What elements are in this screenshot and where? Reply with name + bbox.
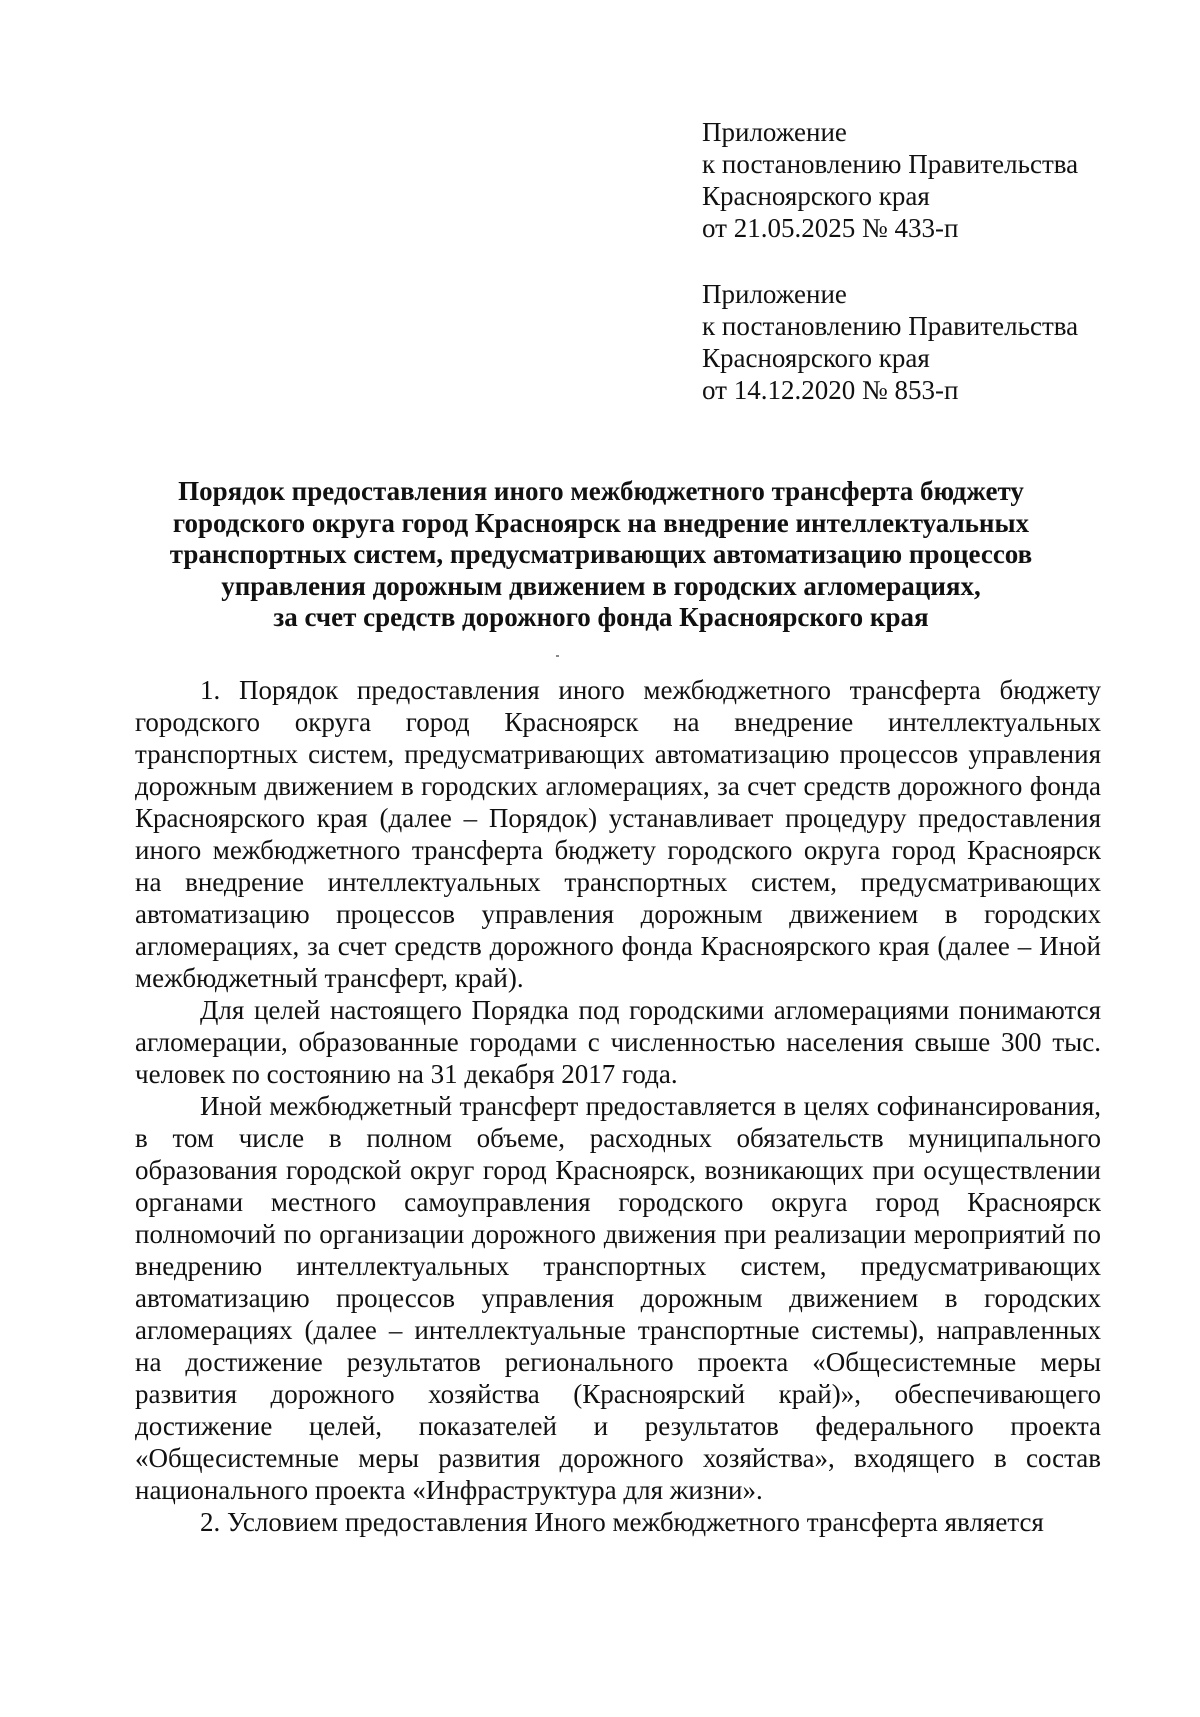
- approval-reference: к постановлению Правительства: [702, 149, 1079, 179]
- approval-reference: к постановлению Правительства: [702, 311, 1079, 341]
- approval-region: Красноярского края: [702, 181, 930, 211]
- title-line: Порядок предоставления иного межбюджетного трансферта бюджету: [178, 476, 1024, 506]
- title-line: транспортных систем, предусматривающих автоматизацию процессов: [169, 539, 1033, 569]
- paragraph-definition: Для целей настоящего Порядка под городскими агломерациями понимаются агломерации, образованные городами с численностью населения свыше 300 тыс. человек по состоянию на 31 декабря 2017 года.: [135, 995, 1101, 1089]
- paragraph-clause-2: 2. Условием предоставления Иного межбюджетного трансферта является: [200, 1507, 1044, 1537]
- approval-heading: Приложение: [702, 279, 847, 309]
- approval-date-number: от 21.05.2025 № 433-п: [702, 213, 959, 243]
- scan-speck: [556, 655, 559, 657]
- approval-stamp-current: [702, 116, 1078, 244]
- paragraph-purpose: Иной межбюджетный трансферт предоставляется в целях софинансирования, в том числе в полном объеме, расходных обязательств муниципального образования городской округ город Красноярск, возникающих при осуществлении органами местного самоуправления городского округа город Красноярск полномочий по организации дорожного движения при реализации мероприятий по внедрению интеллектуальных транспортных систем, предусматривающих автоматизацию процессов управления дорожным движением в городских агломерациях (далее – интеллектуальные транспортные системы), направленных на достижение результатов регионального проекта «Общесистемные меры развития дорожного хозяйства (Красноярский край)», обеспечивающего достижение целей, показателей и результатов федерального проекта «Общесистемные меры развития дорожного хозяйства», входящего в состав национального проекта «Инфраструктура для жизни».: [135, 1091, 1101, 1505]
- document-title: [135, 476, 1067, 634]
- approval-date-number: от 14.12.2020 № 853-п: [702, 375, 959, 405]
- paragraph-clause-1: 1. Порядок предоставления иного межбюджетного трансферта бюджету городского округа город Красноярск на внедрение интеллектуальных транспортных систем, предусматривающих автоматизацию процессов управления дорожным движением в городских агломерациях, за счет средств дорожного фонда Красноярского края (далее – Порядок) устанавливает процедуру предоставления иного межбюджетного трансферта бюджету городского округа город Красноярск на внедрение интеллектуальных транспортных систем, предусматривающих автоматизацию процессов управления дорожным движением в городских агломерациях, за счет средств дорожного фонда Красноярского края (далее – Иной межбюджетный трансферт, край).: [135, 675, 1101, 993]
- title-line: управления дорожным движением в городских агломерациях,: [221, 570, 981, 601]
- approval-stamp-original: [702, 278, 1078, 406]
- approval-heading: Приложение: [702, 117, 847, 147]
- document-body: [135, 674, 1101, 1538]
- approval-region: Красноярского края: [702, 343, 930, 373]
- title-line: городского округа город Красноярск на внедрение интеллектуальных: [172, 507, 1030, 538]
- title-line: за счет средств дорожного фонда Красноярского края: [273, 602, 929, 632]
